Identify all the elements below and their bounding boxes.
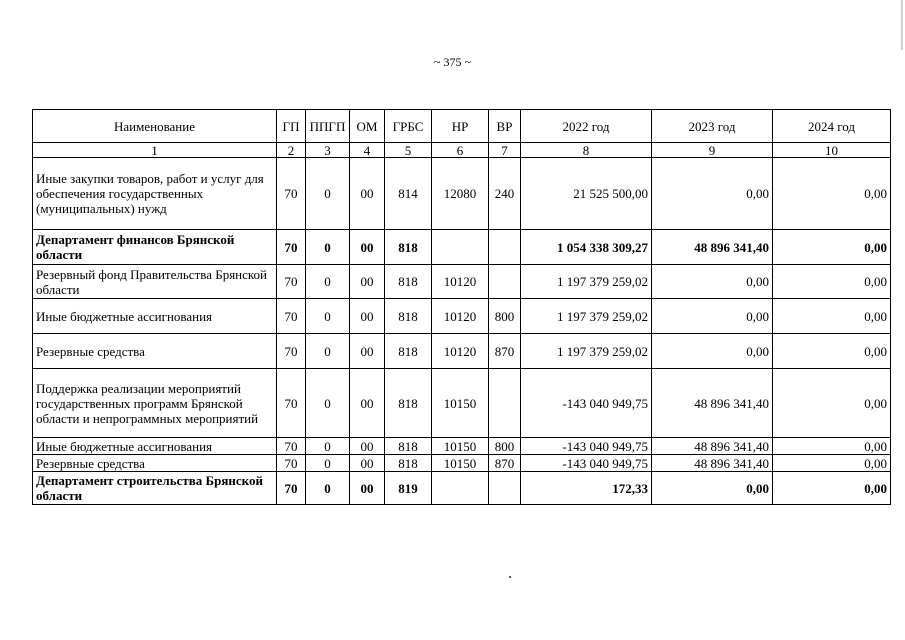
cell-2022: 1 197 379 259,02	[521, 334, 652, 369]
cell-vr: 800	[489, 299, 521, 334]
cell-vr	[489, 265, 521, 299]
cell-om: 00	[350, 299, 385, 334]
row-name: Резервный фонд Правительства Брянской области	[33, 265, 277, 299]
column-number: 1	[33, 143, 277, 158]
cell-nr: 10150	[432, 455, 489, 472]
cell-2022: -143 040 949,75	[521, 369, 652, 438]
column-number: 7	[489, 143, 521, 158]
row-name: Иные бюджетные ассигнования	[33, 299, 277, 334]
table-row	[33, 230, 891, 265]
cell-2023: 48 896 341,40	[652, 438, 773, 455]
header-cell: Наименование	[33, 110, 277, 143]
cell-2022: 1 197 379 259,02	[521, 299, 652, 334]
cell-2023: 48 896 341,40	[652, 369, 773, 438]
cell-gp: 70	[277, 438, 306, 455]
cell-vr: 240	[489, 158, 521, 230]
cell-gp: 70	[277, 265, 306, 299]
cell-2024: 0,00	[773, 334, 891, 369]
row-name: Иные бюджетные ассигнования	[33, 438, 277, 455]
cell-2022: 21 525 500,00	[521, 158, 652, 230]
cell-om: 00	[350, 334, 385, 369]
cell-om: 00	[350, 472, 385, 505]
cell-nr: 10120	[432, 334, 489, 369]
header-cell: ГРБС	[385, 110, 432, 143]
header-cell: 2023 год	[652, 110, 773, 143]
cell-2022: -143 040 949,75	[521, 438, 652, 455]
cell-nr	[432, 230, 489, 265]
cell-2023: 0,00	[652, 265, 773, 299]
column-number: 10	[773, 143, 891, 158]
row-name: Резервные средства	[33, 455, 277, 472]
header-cell: ВР	[489, 110, 521, 143]
cell-2023: 0,00	[652, 472, 773, 505]
cell-grbs: 818	[385, 334, 432, 369]
row-name: Резервные средства	[33, 334, 277, 369]
cell-gp: 70	[277, 158, 306, 230]
cell-om: 00	[350, 438, 385, 455]
table-row	[33, 334, 891, 369]
cell-om: 00	[350, 369, 385, 438]
cell-ppgp: 0	[306, 265, 350, 299]
cell-ppgp: 0	[306, 455, 350, 472]
cell-2022: 172,33	[521, 472, 652, 505]
scan-speck	[509, 576, 511, 578]
cell-vr: 870	[489, 455, 521, 472]
cell-vr	[489, 230, 521, 265]
cell-om: 00	[350, 230, 385, 265]
cell-grbs: 818	[385, 230, 432, 265]
cell-nr: 10150	[432, 369, 489, 438]
cell-gp: 70	[277, 230, 306, 265]
cell-ppgp: 0	[306, 158, 350, 230]
row-name: Департамент финансов Брянской области	[33, 230, 277, 265]
cell-ppgp: 0	[306, 334, 350, 369]
table-row	[33, 472, 891, 505]
column-number: 6	[432, 143, 489, 158]
cell-grbs: 818	[385, 438, 432, 455]
table-row	[33, 265, 891, 299]
page-number: ~ 375 ~	[434, 55, 471, 69]
cell-om: 00	[350, 265, 385, 299]
cell-gp: 70	[277, 334, 306, 369]
cell-vr	[489, 472, 521, 505]
header-cell: ППГП	[306, 110, 350, 143]
cell-2024: 0,00	[773, 369, 891, 438]
cell-ppgp: 0	[306, 472, 350, 505]
header-cell: ГП	[277, 110, 306, 143]
scan-edge-mark	[901, 0, 903, 50]
header-cell: 2024 год	[773, 110, 891, 143]
cell-grbs: 818	[385, 455, 432, 472]
cell-2023: 48 896 341,40	[652, 230, 773, 265]
column-number: 8	[521, 143, 652, 158]
cell-2024: 0,00	[773, 158, 891, 230]
cell-2023: 0,00	[652, 299, 773, 334]
cell-nr: 10120	[432, 265, 489, 299]
cell-ppgp: 0	[306, 230, 350, 265]
column-number: 9	[652, 143, 773, 158]
cell-grbs: 818	[385, 369, 432, 438]
column-number: 2	[277, 143, 306, 158]
header-row	[33, 110, 891, 143]
cell-2023: 0,00	[652, 158, 773, 230]
cell-grbs: 814	[385, 158, 432, 230]
table-row	[33, 369, 891, 438]
cell-2024: 0,00	[773, 472, 891, 505]
column-number: 4	[350, 143, 385, 158]
cell-vr: 870	[489, 334, 521, 369]
cell-ppgp: 0	[306, 438, 350, 455]
cell-grbs: 818	[385, 299, 432, 334]
row-name: Департамент строительства Брянской области	[33, 472, 277, 505]
cell-nr: 10120	[432, 299, 489, 334]
header-cell: 2022 год	[521, 110, 652, 143]
table-row	[33, 455, 891, 472]
cell-2022: 1 054 338 309,27	[521, 230, 652, 265]
cell-2024: 0,00	[773, 265, 891, 299]
column-number-row	[33, 143, 891, 158]
cell-vr	[489, 369, 521, 438]
table-row	[33, 438, 891, 455]
cell-om: 00	[350, 158, 385, 230]
cell-2022: 1 197 379 259,02	[521, 265, 652, 299]
header-cell: НР	[432, 110, 489, 143]
cell-2024: 0,00	[773, 299, 891, 334]
table-row	[33, 299, 891, 334]
cell-gp: 70	[277, 299, 306, 334]
cell-vr: 800	[489, 438, 521, 455]
cell-2024: 0,00	[773, 455, 891, 472]
cell-nr: 10150	[432, 438, 489, 455]
cell-grbs: 818	[385, 265, 432, 299]
header-cell: ОМ	[350, 110, 385, 143]
row-name: Поддержка реализации мероприятий государственных программ Брянской области и непрограммных мероприятий	[33, 369, 277, 438]
cell-gp: 70	[277, 472, 306, 505]
cell-gp: 70	[277, 369, 306, 438]
column-number: 3	[306, 143, 350, 158]
row-name: Иные закупки товаров, работ и услуг для обеспечения государственных (муниципальных) нужд	[33, 158, 277, 230]
cell-ppgp: 0	[306, 299, 350, 334]
cell-grbs: 819	[385, 472, 432, 505]
column-number: 5	[385, 143, 432, 158]
budget-table	[32, 109, 891, 505]
cell-2023: 0,00	[652, 334, 773, 369]
cell-nr	[432, 472, 489, 505]
cell-om: 00	[350, 455, 385, 472]
cell-2024: 0,00	[773, 438, 891, 455]
cell-2024: 0,00	[773, 230, 891, 265]
cell-gp: 70	[277, 455, 306, 472]
table-row	[33, 158, 891, 230]
cell-ppgp: 0	[306, 369, 350, 438]
cell-2023: 48 896 341,40	[652, 455, 773, 472]
cell-nr: 12080	[432, 158, 489, 230]
cell-2022: -143 040 949,75	[521, 455, 652, 472]
